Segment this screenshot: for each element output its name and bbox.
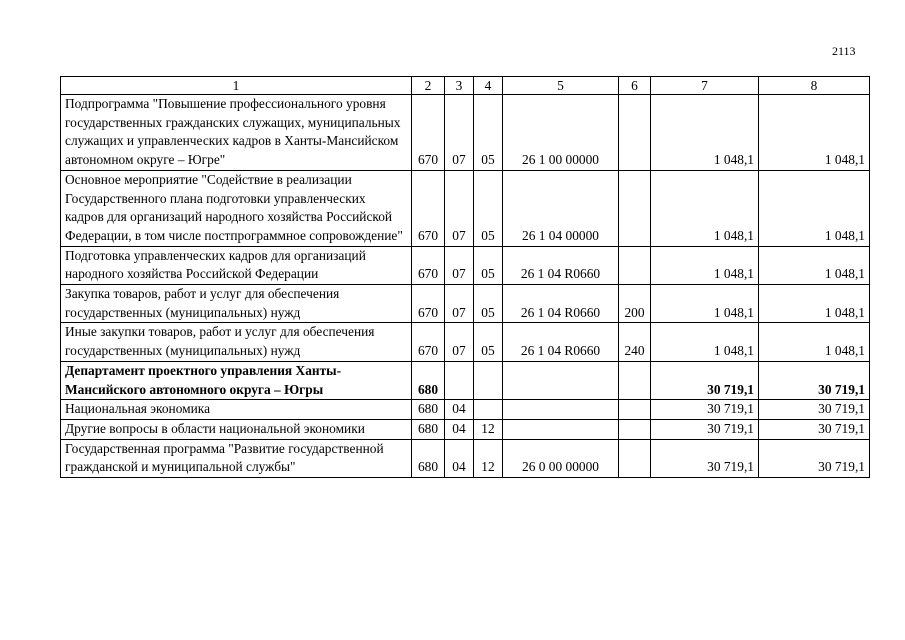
target-article-cell: 26 1 04 R0660 xyxy=(503,246,619,284)
section-code-cell: 04 xyxy=(445,419,474,439)
table-row xyxy=(61,361,870,399)
table-header-row xyxy=(61,77,870,95)
header-cell: 6 xyxy=(619,77,651,95)
item-name-cell: Иные закупки товаров, работ и услуг для обеспечения государственных (муниципальных) нужд xyxy=(61,323,412,361)
expense-type-cell xyxy=(619,170,651,246)
ministry-code-cell: 670 xyxy=(412,285,445,323)
expense-type-cell: 200 xyxy=(619,285,651,323)
item-name-cell: Другие вопросы в области национальной экономики xyxy=(61,419,412,439)
amount-cell: 1 048,1 xyxy=(651,285,759,323)
section-code-cell: 04 xyxy=(445,439,474,477)
table-row xyxy=(61,285,870,323)
expense-type-cell xyxy=(619,400,651,420)
expense-type-cell xyxy=(619,95,651,171)
amount-cell: 1 048,1 xyxy=(759,323,870,361)
table-row xyxy=(61,170,870,246)
target-article-cell: 26 1 04 00000 xyxy=(503,170,619,246)
item-name-cell: Национальная экономика xyxy=(61,400,412,420)
subsection-code-cell: 05 xyxy=(474,285,503,323)
expense-type-cell xyxy=(619,439,651,477)
item-name-cell: Закупка товаров, работ и услуг для обеспечения государственных (муниципальных) нужд xyxy=(61,285,412,323)
amount-cell: 30 719,1 xyxy=(759,419,870,439)
header-cell: 1 xyxy=(61,77,412,95)
amount-cell: 1 048,1 xyxy=(651,246,759,284)
item-name-cell: Основное мероприятие "Содействие в реализации Государственного плана подготовки управленческих кадров для организаций народного хозяйства Российской Федерации, в том числе постпрограммное сопровождение" xyxy=(61,170,412,246)
item-name-cell: Департамент проектного управления Ханты-Мансийского автономного округа – Югры xyxy=(61,361,412,399)
amount-cell: 30 719,1 xyxy=(651,439,759,477)
target-article-cell xyxy=(503,361,619,399)
header-cell: 2 xyxy=(412,77,445,95)
table-row xyxy=(61,400,870,420)
amount-cell: 30 719,1 xyxy=(651,400,759,420)
amount-cell: 30 719,1 xyxy=(651,419,759,439)
section-code-cell: 07 xyxy=(445,170,474,246)
target-article-cell: 26 1 04 R0660 xyxy=(503,285,619,323)
subsection-code-cell: 05 xyxy=(474,323,503,361)
section-code-cell: 07 xyxy=(445,246,474,284)
amount-cell: 1 048,1 xyxy=(759,170,870,246)
table-row xyxy=(61,439,870,477)
target-article-cell xyxy=(503,419,619,439)
header-cell: 8 xyxy=(759,77,870,95)
amount-cell: 1 048,1 xyxy=(651,95,759,171)
subsection-code-cell: 05 xyxy=(474,246,503,284)
amount-cell: 1 048,1 xyxy=(759,285,870,323)
subsection-code-cell: 12 xyxy=(474,419,503,439)
ministry-code-cell: 670 xyxy=(412,170,445,246)
budget-table xyxy=(60,76,870,478)
subsection-code-cell: 05 xyxy=(474,95,503,171)
amount-cell: 30 719,1 xyxy=(759,439,870,477)
table-row xyxy=(61,246,870,284)
expense-type-cell: 240 xyxy=(619,323,651,361)
expense-type-cell xyxy=(619,361,651,399)
ministry-code-cell: 670 xyxy=(412,323,445,361)
subsection-code-cell xyxy=(474,361,503,399)
target-article-cell: 26 0 00 00000 xyxy=(503,439,619,477)
item-name-cell: Государственная программа "Развитие государственной гражданской и муниципальной службы" xyxy=(61,439,412,477)
page-number: 2113 xyxy=(832,44,856,58)
ministry-code-cell: 680 xyxy=(412,419,445,439)
amount-cell: 30 719,1 xyxy=(651,361,759,399)
subsection-code-cell xyxy=(474,400,503,420)
header-cell: 3 xyxy=(445,77,474,95)
ministry-code-cell: 670 xyxy=(412,95,445,171)
item-name-cell: Подготовка управленческих кадров для организаций народного хозяйства Российской Федерации xyxy=(61,246,412,284)
table-row xyxy=(61,419,870,439)
ministry-code-cell: 680 xyxy=(412,361,445,399)
ministry-code-cell: 680 xyxy=(412,439,445,477)
header-cell: 7 xyxy=(651,77,759,95)
expense-type-cell xyxy=(619,246,651,284)
ministry-code-cell: 680 xyxy=(412,400,445,420)
amount-cell: 1 048,1 xyxy=(759,95,870,171)
table-row xyxy=(61,95,870,171)
table-row xyxy=(61,323,870,361)
subsection-code-cell: 12 xyxy=(474,439,503,477)
section-code-cell xyxy=(445,361,474,399)
section-code-cell: 04 xyxy=(445,400,474,420)
subsection-code-cell: 05 xyxy=(474,170,503,246)
amount-cell: 1 048,1 xyxy=(651,170,759,246)
amount-cell: 1 048,1 xyxy=(759,246,870,284)
target-article-cell: 26 1 04 R0660 xyxy=(503,323,619,361)
expense-type-cell xyxy=(619,419,651,439)
item-name-cell: Подпрограмма "Повышение профессионального уровня государственных гражданских служащих, муниципальных служащих и управленческих кадров в Ханты-Мансийском автономном округе – Югре" xyxy=(61,95,412,171)
amount-cell: 30 719,1 xyxy=(759,400,870,420)
header-cell: 5 xyxy=(503,77,619,95)
target-article-cell: 26 1 00 00000 xyxy=(503,95,619,171)
ministry-code-cell: 670 xyxy=(412,246,445,284)
amount-cell: 30 719,1 xyxy=(759,361,870,399)
header-cell: 4 xyxy=(474,77,503,95)
section-code-cell: 07 xyxy=(445,95,474,171)
section-code-cell: 07 xyxy=(445,323,474,361)
section-code-cell: 07 xyxy=(445,285,474,323)
amount-cell: 1 048,1 xyxy=(651,323,759,361)
target-article-cell xyxy=(503,400,619,420)
